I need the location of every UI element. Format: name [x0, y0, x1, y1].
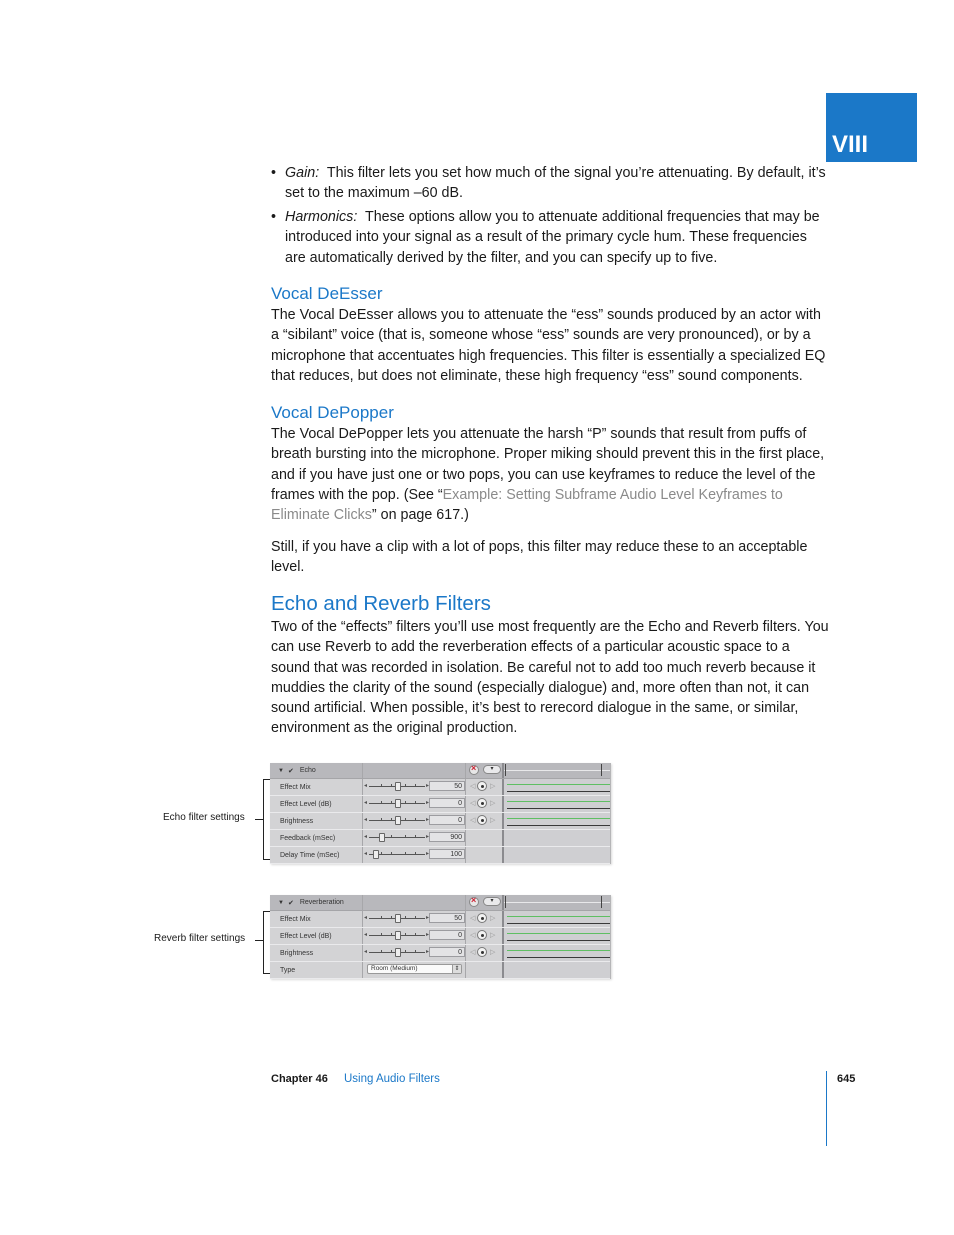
slider-thumb[interactable] [395, 816, 401, 825]
keyframe-graph[interactable] [504, 796, 610, 812]
disclosure-triangle-icon[interactable]: ▼ [278, 899, 284, 906]
next-keyframe-icon[interactable]: ▷ [490, 915, 496, 922]
param-value-field[interactable]: 900 [429, 832, 465, 842]
callout-reverb: Reverb filter settings [154, 933, 246, 944]
param-label: Effect Level (dB) [270, 796, 363, 812]
param-row [270, 928, 610, 945]
param-row [270, 813, 610, 830]
add-keyframe-button[interactable] [477, 781, 487, 791]
next-keyframe-icon[interactable]: ▷ [490, 817, 496, 824]
remove-filter-button[interactable] [469, 897, 479, 907]
add-keyframe-button[interactable] [477, 930, 487, 940]
param-row [270, 847, 610, 864]
slider-right-arrow-icon[interactable]: ▸ [426, 949, 430, 955]
filter-header-row [270, 895, 610, 911]
slider-left-arrow-icon[interactable]: ◂ [364, 851, 368, 857]
bullet-gain [271, 163, 831, 204]
slider-right-arrow-icon[interactable]: ▸ [426, 817, 430, 823]
filter-name: Echo [299, 767, 316, 774]
param-row [270, 779, 610, 796]
bullet-icon: • [271, 209, 277, 225]
bullet-text: These options allow you to attenuate additional frequencies that may be introduced into your signal as a result of the primary cycle hum. These frequencies are automatically derived by the filter, and you can specify up to five. [285, 209, 820, 266]
slider-left-arrow-icon[interactable]: ◂ [364, 783, 368, 789]
filter-menu-button[interactable]: ▾ [483, 765, 501, 774]
next-keyframe-icon[interactable]: ▷ [490, 949, 496, 956]
heading-vocal-deesser: Vocal DeEsser [271, 284, 383, 303]
paragraph-depopper-2: Still, if you have a clip with a lot of pops, this filter may reduce these to an acceptable level. [271, 539, 808, 576]
bullet-icon: • [271, 165, 277, 181]
param-row [270, 830, 610, 847]
slider-thumb[interactable] [395, 782, 401, 791]
paragraph-depopper [271, 424, 831, 525]
prev-keyframe-icon[interactable]: ◁ [470, 932, 476, 939]
disclosure-triangle-icon[interactable]: ▼ [278, 767, 284, 774]
keyframe-graph [504, 830, 610, 846]
slider-left-arrow-icon[interactable]: ◂ [364, 817, 368, 823]
param-slider[interactable] [369, 918, 425, 919]
add-keyframe-button[interactable] [477, 947, 487, 957]
param-slider[interactable] [369, 837, 425, 838]
text: ” on page 617.) [371, 507, 469, 524]
keyframe-graph [504, 962, 610, 978]
slider-right-arrow-icon[interactable]: ▸ [426, 932, 430, 938]
prev-keyframe-icon[interactable]: ◁ [470, 915, 476, 922]
footer-chapter-title[interactable]: Using Audio Filters [344, 1073, 440, 1085]
slider-left-arrow-icon[interactable]: ◂ [364, 932, 368, 938]
bullet-harmonics [271, 207, 831, 268]
param-slider[interactable] [369, 935, 425, 936]
heading-echo-reverb: Echo and Reverb Filters [271, 592, 491, 615]
remove-filter-button[interactable] [469, 765, 479, 775]
slider-right-arrow-icon[interactable]: ▸ [426, 783, 430, 789]
part-tab [826, 93, 917, 162]
bullet-term: Gain: [285, 165, 320, 181]
popup-stepper-icon: ⇕ [452, 965, 461, 973]
next-keyframe-icon[interactable]: ▷ [490, 783, 496, 790]
bullet-text: This filter lets you set how much of the signal you’re attenuating. By default, it’s set to the maximum –60 dB. [285, 165, 826, 202]
param-row [270, 911, 610, 928]
enable-checkbox[interactable]: ✔ [287, 899, 294, 907]
slider-thumb[interactable] [379, 833, 385, 842]
paragraph-deesser: The Vocal DeEsser allows you to attenuate the “ess” sounds produced by an actor with a “sibilant” voice (that is, someone whose “ess” sounds are very pronounced), or by a microphone that accentuates high frequencies. This filter is essentially a specialized EQ that reduces, but does not eliminate, these high frequency “ess” sound components. [271, 307, 826, 384]
part-tab-label: VIII [832, 131, 869, 158]
prev-keyframe-icon[interactable]: ◁ [470, 949, 476, 956]
slider-left-arrow-icon[interactable]: ◂ [364, 800, 368, 806]
filter-header-row [270, 763, 610, 779]
prev-keyframe-icon[interactable]: ◁ [470, 817, 476, 824]
keyframe-graph[interactable] [504, 928, 610, 944]
keyframe-graph[interactable] [504, 813, 610, 829]
slider-thumb[interactable] [373, 850, 379, 859]
param-label: Effect Mix [270, 779, 363, 795]
add-keyframe-button[interactable] [477, 815, 487, 825]
enable-checkbox[interactable]: ✔ [287, 767, 294, 775]
slider-thumb[interactable] [395, 948, 401, 957]
param-value-field[interactable]: 50 [429, 913, 465, 923]
param-slider[interactable] [369, 786, 425, 787]
keyframe-ruler [504, 763, 610, 778]
param-row [270, 796, 610, 813]
param-slider[interactable] [369, 820, 425, 821]
keyframe-graph[interactable] [504, 911, 610, 927]
cross-reference-link[interactable]: Example: Setting Subframe Audio Level Keyframes to Eliminate Clicks [271, 486, 783, 524]
keyframe-graph[interactable] [504, 779, 610, 795]
param-value-field[interactable]: 50 [429, 781, 465, 791]
add-keyframe-button[interactable] [477, 913, 487, 923]
slider-right-arrow-icon[interactable]: ▸ [426, 834, 430, 840]
param-label: Feedback (mSec) [270, 830, 363, 846]
next-keyframe-icon[interactable]: ▷ [490, 800, 496, 807]
text: The Vocal DePopper lets you attenuate the harsh “P” sounds that result from puffs of breath bursting into the microphone. Proper miking should prevent this in the first place, and if you have just one or two pops, you can use keyframes to reduce the level of the frames with the pop. (See “ [271, 426, 825, 503]
bullet-term: Harmonics: [285, 209, 358, 225]
param-label: Type [270, 962, 363, 978]
param-label: Brightness [270, 945, 363, 961]
param-row-type [270, 962, 610, 979]
slider-right-arrow-icon[interactable]: ▸ [426, 915, 430, 921]
footer-divider [826, 1071, 827, 1146]
param-slider[interactable] [369, 803, 425, 804]
slider-left-arrow-icon[interactable]: ◂ [364, 915, 368, 921]
page-number: 645 [837, 1073, 856, 1085]
keyframe-graph[interactable] [504, 945, 610, 961]
add-keyframe-button[interactable] [477, 798, 487, 808]
slider-right-arrow-icon[interactable]: ▸ [426, 800, 430, 806]
slider-left-arrow-icon[interactable]: ◂ [364, 949, 368, 955]
type-value: Room (Medium) [371, 965, 418, 972]
prev-keyframe-icon[interactable]: ◁ [470, 783, 476, 790]
param-label: Effect Level (dB) [270, 928, 363, 944]
callout-leader [255, 940, 263, 941]
param-value-field[interactable]: 0 [429, 815, 465, 825]
heading-vocal-depopper: Vocal DePopper [271, 403, 394, 422]
param-slider[interactable] [369, 952, 425, 953]
param-slider[interactable] [369, 854, 425, 855]
slider-thumb[interactable] [395, 799, 401, 808]
param-row [270, 945, 610, 962]
footer-chapter: Chapter 46 [271, 1073, 328, 1085]
reverb-filter-panel [270, 895, 611, 979]
slider-left-arrow-icon[interactable]: ◂ [364, 834, 368, 840]
param-label: Delay Time (mSec) [270, 847, 363, 863]
param-label: Brightness [270, 813, 363, 829]
slider-thumb[interactable] [395, 914, 401, 923]
filter-name: Reverberation [299, 899, 344, 906]
slider-thumb[interactable] [395, 931, 401, 940]
param-label: Effect Mix [270, 911, 363, 927]
callout-echo: Echo filter settings [163, 812, 245, 823]
param-value-field[interactable]: 0 [429, 930, 465, 940]
slider-right-arrow-icon[interactable]: ▸ [426, 851, 430, 857]
type-popup-menu[interactable] [367, 964, 462, 974]
prev-keyframe-icon[interactable]: ◁ [470, 800, 476, 807]
filter-menu-button[interactable]: ▾ [483, 897, 501, 906]
param-value-field[interactable]: 0 [429, 798, 465, 808]
keyframe-ruler [504, 895, 610, 910]
echo-filter-panel [270, 763, 611, 864]
callout-leader [255, 819, 263, 820]
keyframe-graph [504, 847, 610, 863]
paragraph-echo-reverb: Two of the “effects” filters you’ll use most frequently are the Echo and Reverb filters. You can use Reverb to add the reverberation effects of a particular acoustic space to a sound that was recorded in isolation. Be careful not to add too much reverb because it muddies the clarity of the sound (especially dialogue) and, more often than not, it can sound artificial. When possible, it’s best to rerecord dialogue in the same, or similar, environment as the original production. [271, 619, 829, 737]
param-value-field[interactable]: 100 [429, 849, 465, 859]
param-value-field[interactable]: 0 [429, 947, 465, 957]
next-keyframe-icon[interactable]: ▷ [490, 932, 496, 939]
